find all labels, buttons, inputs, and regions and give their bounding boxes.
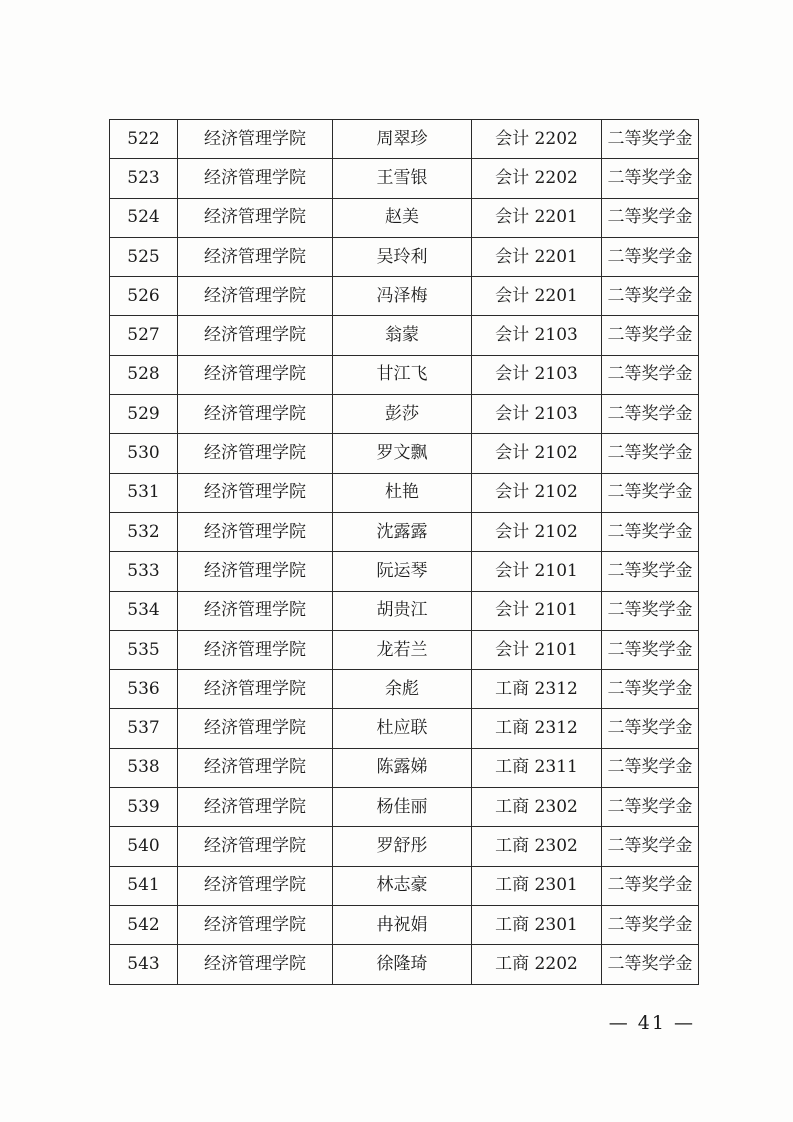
scholarship-table: [109, 119, 699, 985]
college-cell: 经济管理学院: [178, 709, 333, 748]
student-name-cell: 杨佳丽: [333, 788, 472, 827]
class-cell: 工商 2312: [472, 670, 602, 709]
table-row: [110, 630, 699, 669]
award-cell: 二等奖学金: [602, 512, 699, 551]
college-cell: 经济管理学院: [178, 473, 333, 512]
college-cell: 经济管理学院: [178, 277, 333, 316]
class-cell: 会计 2101: [472, 552, 602, 591]
serial-number-cell: 538: [110, 748, 178, 787]
class-cell: 工商 2311: [472, 748, 602, 787]
student-name-cell: 余彪: [333, 670, 472, 709]
serial-number-cell: 532: [110, 512, 178, 551]
award-cell: 二等奖学金: [602, 316, 699, 355]
college-cell: 经济管理学院: [178, 827, 333, 866]
college-cell: 经济管理学院: [178, 630, 333, 669]
table-body: [110, 120, 699, 985]
college-cell: 经济管理学院: [178, 905, 333, 944]
class-cell: 会计 2202: [472, 159, 602, 198]
student-name-cell: 沈露露: [333, 512, 472, 551]
table-row: [110, 788, 699, 827]
serial-number-cell: 523: [110, 159, 178, 198]
serial-number-cell: 526: [110, 277, 178, 316]
class-cell: 会计 2102: [472, 512, 602, 551]
serial-number-cell: 539: [110, 788, 178, 827]
student-name-cell: 王雪银: [333, 159, 472, 198]
table-row: [110, 316, 699, 355]
award-cell: 二等奖学金: [602, 670, 699, 709]
serial-number-cell: 541: [110, 866, 178, 905]
award-cell: 二等奖学金: [602, 945, 699, 984]
table-row: [110, 198, 699, 237]
student-name-cell: 徐隆琦: [333, 945, 472, 984]
college-cell: 经济管理学院: [178, 670, 333, 709]
award-cell: 二等奖学金: [602, 159, 699, 198]
award-cell: 二等奖学金: [602, 591, 699, 630]
award-cell: 二等奖学金: [602, 827, 699, 866]
student-name-cell: 阮运琴: [333, 552, 472, 591]
college-cell: 经济管理学院: [178, 434, 333, 473]
student-name-cell: 胡贵江: [333, 591, 472, 630]
class-cell: 会计 2102: [472, 434, 602, 473]
serial-number-cell: 535: [110, 630, 178, 669]
college-cell: 经济管理学院: [178, 748, 333, 787]
student-name-cell: 杜应联: [333, 709, 472, 748]
college-cell: 经济管理学院: [178, 945, 333, 984]
student-name-cell: 赵美: [333, 198, 472, 237]
class-cell: 会计 2201: [472, 237, 602, 276]
class-cell: 会计 2103: [472, 355, 602, 394]
serial-number-cell: 525: [110, 237, 178, 276]
college-cell: 经济管理学院: [178, 512, 333, 551]
class-cell: 工商 2301: [472, 905, 602, 944]
award-cell: 二等奖学金: [602, 120, 699, 159]
award-cell: 二等奖学金: [602, 866, 699, 905]
table-row: [110, 277, 699, 316]
award-cell: 二等奖学金: [602, 237, 699, 276]
table-row: [110, 512, 699, 551]
table-row: [110, 866, 699, 905]
college-cell: 经济管理学院: [178, 120, 333, 159]
table-row: [110, 355, 699, 394]
table-row: [110, 473, 699, 512]
table-row: [110, 945, 699, 984]
class-cell: 会计 2201: [472, 198, 602, 237]
award-cell: 二等奖学金: [602, 395, 699, 434]
college-cell: 经济管理学院: [178, 237, 333, 276]
serial-number-cell: 536: [110, 670, 178, 709]
serial-number-cell: 529: [110, 395, 178, 434]
table-row: [110, 159, 699, 198]
student-name-cell: 冯泽梅: [333, 277, 472, 316]
serial-number-cell: 540: [110, 827, 178, 866]
class-cell: 工商 2301: [472, 866, 602, 905]
table-row: [110, 395, 699, 434]
award-cell: 二等奖学金: [602, 788, 699, 827]
award-cell: 二等奖学金: [602, 905, 699, 944]
student-name-cell: 吴玲利: [333, 237, 472, 276]
award-cell: 二等奖学金: [602, 748, 699, 787]
student-name-cell: 罗文飘: [333, 434, 472, 473]
serial-number-cell: 522: [110, 120, 178, 159]
class-cell: 会计 2102: [472, 473, 602, 512]
serial-number-cell: 527: [110, 316, 178, 355]
student-name-cell: 罗舒彤: [333, 827, 472, 866]
serial-number-cell: 534: [110, 591, 178, 630]
class-cell: 工商 2312: [472, 709, 602, 748]
table-row: [110, 827, 699, 866]
serial-number-cell: 543: [110, 945, 178, 984]
table-row: [110, 709, 699, 748]
class-cell: 工商 2302: [472, 827, 602, 866]
award-cell: 二等奖学金: [602, 277, 699, 316]
student-name-cell: 龙若兰: [333, 630, 472, 669]
award-cell: 二等奖学金: [602, 198, 699, 237]
student-name-cell: 彭莎: [333, 395, 472, 434]
student-name-cell: 翁蒙: [333, 316, 472, 355]
table-row: [110, 434, 699, 473]
student-name-cell: 杜艳: [333, 473, 472, 512]
award-cell: 二等奖学金: [602, 473, 699, 512]
college-cell: 经济管理学院: [178, 591, 333, 630]
award-cell: 二等奖学金: [602, 355, 699, 394]
college-cell: 经济管理学院: [178, 395, 333, 434]
serial-number-cell: 531: [110, 473, 178, 512]
table-row: [110, 237, 699, 276]
class-cell: 会计 2103: [472, 395, 602, 434]
class-cell: 会计 2201: [472, 277, 602, 316]
table-row: [110, 670, 699, 709]
class-cell: 会计 2202: [472, 120, 602, 159]
serial-number-cell: 542: [110, 905, 178, 944]
award-cell: 二等奖学金: [602, 552, 699, 591]
award-cell: 二等奖学金: [602, 709, 699, 748]
serial-number-cell: 530: [110, 434, 178, 473]
student-name-cell: 甘江飞: [333, 355, 472, 394]
student-name-cell: 陈露娣: [333, 748, 472, 787]
serial-number-cell: 524: [110, 198, 178, 237]
college-cell: 经济管理学院: [178, 198, 333, 237]
serial-number-cell: 537: [110, 709, 178, 748]
table-row: [110, 120, 699, 159]
class-cell: 工商 2202: [472, 945, 602, 984]
serial-number-cell: 528: [110, 355, 178, 394]
college-cell: 经济管理学院: [178, 788, 333, 827]
class-cell: 会计 2101: [472, 591, 602, 630]
college-cell: 经济管理学院: [178, 159, 333, 198]
table-row: [110, 905, 699, 944]
student-name-cell: 林志豪: [333, 866, 472, 905]
college-cell: 经济管理学院: [178, 355, 333, 394]
student-name-cell: 周翠珍: [333, 120, 472, 159]
college-cell: 经济管理学院: [178, 552, 333, 591]
class-cell: 工商 2302: [472, 788, 602, 827]
college-cell: 经济管理学院: [178, 866, 333, 905]
table-row: [110, 552, 699, 591]
student-name-cell: 冉祝娟: [333, 905, 472, 944]
college-cell: 经济管理学院: [178, 316, 333, 355]
award-cell: 二等奖学金: [602, 630, 699, 669]
award-cell: 二等奖学金: [602, 434, 699, 473]
table-row: [110, 591, 699, 630]
class-cell: 会计 2103: [472, 316, 602, 355]
class-cell: 会计 2101: [472, 630, 602, 669]
serial-number-cell: 533: [110, 552, 178, 591]
table-row: [110, 748, 699, 787]
page-number: — 41 —: [608, 1012, 695, 1034]
